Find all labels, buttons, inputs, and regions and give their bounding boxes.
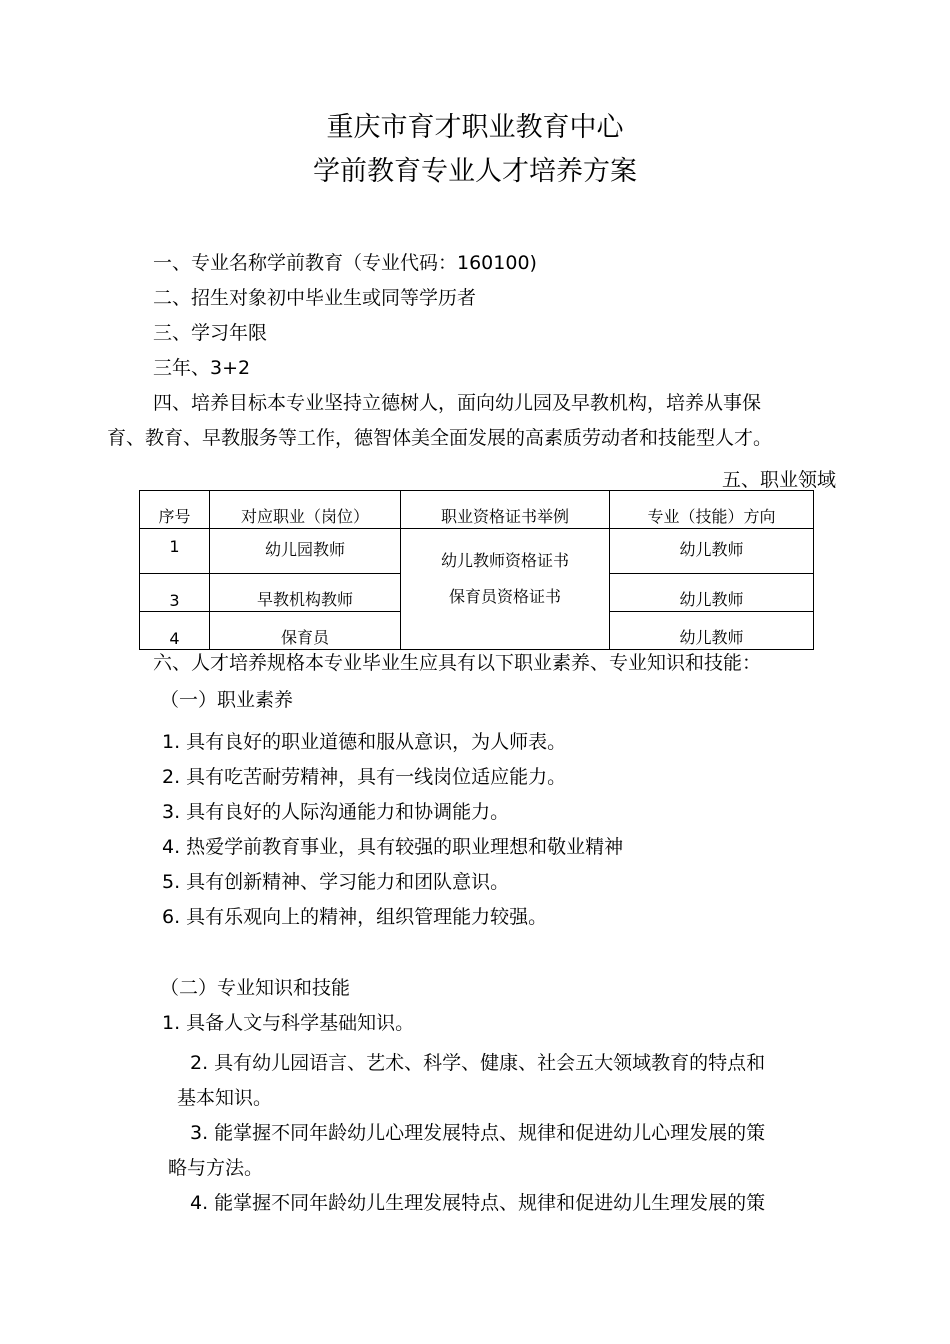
list-item-continuation: 略与方法。 [168,1157,264,1179]
certificate-cell [401,529,610,650]
row-number: 1 [140,529,210,574]
career-table [139,490,814,650]
certificate-item: 幼儿教师资格证书 [440,551,569,570]
section-1-major-name: 一、专业名称学前教育（专业代码：160100) [153,252,537,274]
row-direction: 幼儿教师 [610,612,814,650]
list-item: 3. 具有良好的人际沟通能力和协调能力。 [162,801,510,823]
row-direction: 幼儿教师 [610,574,814,612]
section-6-heading: 六、人才培养规格 [153,652,306,674]
header-cell-certificate: 职业资格证书举例 [401,491,610,529]
row-job: 保育员 [210,612,401,650]
certificate-item: 保育员资格证书 [448,587,561,606]
section-3-duration-value: 三年、3+2 [153,357,251,379]
list-item: 2. 具有吃苦耐劳精神，具有一线岗位适应能力。 [162,766,567,788]
list-item: 6. 具有乐观向上的精神，组织管理能力较强。 [162,906,548,928]
row-number: 3 [140,574,210,612]
row-number: 4 [140,612,210,650]
list-item: 4. 热爱学前教育事业，具有较强的职业理想和敬业精神 [162,836,624,858]
section-2-enrollment: 二、招生对象初中毕业生或同等学历者 [153,287,477,309]
list-item: 5. 具有创新精神、学习能力和团队意识。 [162,871,510,893]
part-1-title: （一）职业素养 [160,689,294,711]
section-5-career-heading: 五、职业领域 [722,469,837,491]
section-4-goal-line1: 四、培养目标本专业坚持立德树人，面向幼儿园及早教机构，培养从事保 [153,392,762,414]
list-item-line: 2. 具有幼儿园语言、艺术、科学、健康、社会五大领域教育的特点和 [190,1052,766,1074]
document-title-line1: 重庆市育才职业教育中心 [326,112,624,143]
list-item-continuation: 基本知识。 [177,1087,273,1109]
header-cell-number: 序号 [140,491,210,529]
section-4-goal-line2: 育、教育、早教服务等工作，德智体美全面发展的高素质劳动者和技能型人才。 [107,427,773,449]
row-direction: 幼儿教师 [610,529,814,574]
row-job: 早教机构教师 [210,574,401,612]
list-item: 1. 具备人文与科学基础知识。 [162,1012,415,1034]
header-cell-direction: 专业（技能）方向 [610,491,814,529]
part-2-title: （二）专业知识和技能 [160,977,351,999]
row-job: 幼儿园教师 [210,529,401,574]
header-cell-job: 对应职业（岗位） [210,491,401,529]
list-item-line: 3. 能掌握不同年龄幼儿心理发展特点、规律和促进幼儿心理发展的策 [190,1122,766,1144]
career-table-header-row [140,491,814,529]
list-item: 1. 具有良好的职业道德和服从意识，为人师表。 [162,731,567,753]
document-title-line2: 学前教育专业人才培养方案 [313,156,637,187]
list-item-line: 4. 能掌握不同年龄幼儿生理发展特点、规律和促进幼儿生理发展的策 [190,1192,766,1214]
section-3-duration-heading: 三、学习年限 [153,322,268,344]
section-6-intro: 本专业毕业生应具有以下职业素养、专业知识和技能： [305,652,762,674]
section-6-heading-line [153,650,761,676]
table-row [140,529,814,574]
